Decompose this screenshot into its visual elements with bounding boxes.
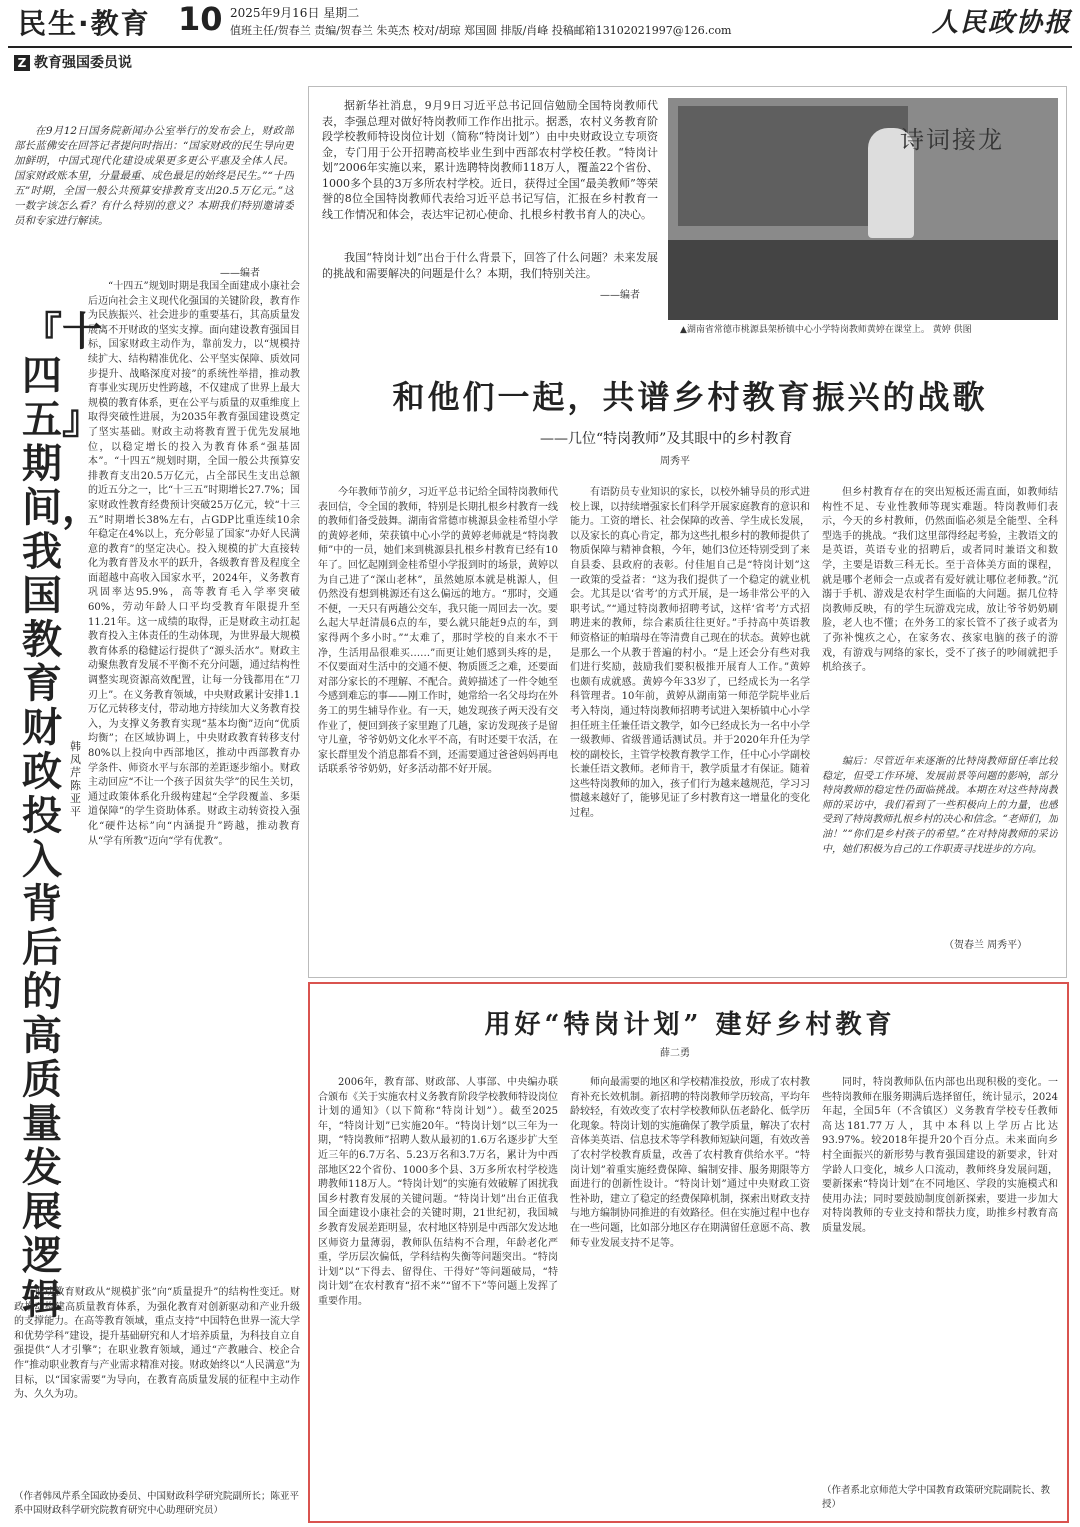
left-intro: 在9月12日国务院新闻办公室举行的发布会上，财政部部长蓝佛安在回答记者提问时指出：“国家财政的民生导向更加鲜明，中国式现代化建设成果更多更公平惠及全体人民。国家财政账本里，分量最重、成色最足的始终是民生。”“十四五”时期，全国一般公共预算安排教育支出20.5万亿元。”这一数字该怎么看？有什么特别的意义？本期我们特别邀请委员和专家进行解读。 — [14, 125, 294, 227]
feature-signature: （贺春兰 周秀平） — [944, 940, 1028, 951]
left-authors: 韩凤芹 陈亚平 — [70, 740, 81, 818]
masthead-logo: 人民政协报 — [931, 8, 1072, 38]
feature-subtitle: ——几位“特岗教师”及其眼中的乡村教育 — [540, 431, 793, 447]
section-name: 民生·教育 — [18, 7, 151, 40]
red-column-2: 师向最需要的地区和学校精准投放，形成了农村教育补充长效机制。新招聘的特岗教师学历较高，平均年龄较轻，有效改变了农村学校教师队伍老龄化、低学历化现象。特岗计划的实施确保了教学质量，解决了农村音体美英语、信息技术等学科教师短缺问题，有效改善了农村学校教育质量，改善了农村教育供给水平。“特岗计划”着重实施经费保障、编制安排、服务期限等方面进行的创新性设计。“特岗计划”通过中央财政工资性补助，建立了稳定的经费保障机制，探索出财政支持与地方编制协同推进的有效路径。但在实施过程中也存在一些问题，比如部分地区存在期满留任意愿不高、教师专业发展支持不足等。 — [570, 1077, 810, 1249]
left-author-attribution: （作者韩凤芹系全国政协委员、中国财政科学研究院副所长；陈亚平系中国财政科学研究院教育研究中心助理研究员） — [14, 1491, 300, 1516]
column-tag — [14, 52, 132, 72]
left-body-bottom: 推动教育财政从“规模扩张”向“质量提升”的结构性变迁。财政推动构建高质量教育体系，为强化教育对创新驱动和产业升级的支撑能力。在高等教育领域，重点支持“中国特色世界一流大学和优势学科”建设，提升基础研究和人才培养质量，为科技自立自强提供“人才引擎”；在职业教育领域，通过“产教融合、校企合作”推动职业教育与产业需求精准对接。财政始终以“人民满意”为目标，以“国家需要”为导向，在教育高质量发展的征程中主动作为、久久为功。 — [14, 1287, 300, 1401]
red-column-1: 2006年，教育部、财政部、人事部、中央编办联合颁布《关于实施农村义务教育阶段学校教师特设岗位计划的通知》（以下简称“特岗计划”）。截至2025年，“特岗计划”已实施20年。“特岗计划”以三年为一期，“特岗教师”招聘人数从最初的1.6万名逐步扩大至近三年的6.7万名、5.23万名和3.7万名，累计为中西部地区22个省份、1000多个县、3万多所农村学校选聘教师118万人。“特岗计划”的实施有效破解了困扰我国乡村教育发展的关键问题。“特岗计划”出台正值我国全面建设小康社会的关键时期，21世纪初，我国城乡教育发展差距明显，农村地区特别是中西部欠发达地区师资力量薄弱，教师队伍结构不合理，年龄老化严重，学历层次偏低，学科结构失衡等问题突出。“特岗计划”以“下得去、留得住、干得好”等问题破局，“特岗计划”在农村教育“招不来”“留不下”等问题上发挥了重要作用。 — [318, 1077, 558, 1307]
students-figure — [668, 240, 1058, 320]
feature-column-2: 有语防员专业知识的家长，以校外辅导员的形式进校上课，以持续增强家长们科学开展家庭教育的意识和能力。工资的增长、社会保障的改善、学生成长发展，以及家长的真心肯定，都为这些扎根乡村的教师提供了物质保障与精神食粮，今年，她们3位还特别受到了来自县委、县政府的表彰。付佳旭自己是“特岗计划”这一政策的受益者：“这为我们提供了一个稳定的就业机会。尤其是以‘省考’的方式开展，是一场非常公平的入职考试。”“通过特岗教师招聘考试，这样‘省考’方式招聘进来的教师，综合素质往往更好。”手持高中英语教师资格证的帕瑞母在等清费自己现在的状态。黄婷也就是那么一个从教于普遍的村小。“是上还会分有些对我们进行奖励，鼓励我们要积极推开展育人工作。”黄婷也颇有成就感。黄婷今年33岁了，已经成长为一名学科管理者。10年前，黄婷从湖南第一师范学院毕业后考入特岗，通过特岗教师招聘考试进入架桥镇中心小学担任班主任兼任语文教学，如今已经成长为一名中小学一级教师、省级普通话测试员。并于2020年升任为学校的副校长，主管学校教育教学工作，任中心小学副校长兼任语文教师。老师肯干，教学质量才有保证。随着这些特岗教师的加入，孩子们行为越来越规范，学习习惯越来越好了，能够见证了乡村教育这一增量化的变化过程。 — [570, 487, 810, 820]
feature-column-1: 今年教师节前夕，习近平总书记给全国特岗教师代表回信，令全国的教师，特别是长期扎根乡村教育一线的教师们备受鼓舞。湖南省常德市桃源县金桂希望小学的黄婷老师，荣获镇中心小学的黄婷老师就是“特岗教师”中的一员，她们来到桃源县扎根乡村教育已经有10年了。回忆起刚到金桂希望小学报到时的场景，黄婷以为自己进了“深山老林”，虽然她原本就是桃源人，但仍然没有想到桃源还有这么偏远的地方。“那时，交通不便，一天只有两趟公交车，我只能一周回去一次。要么起大早赶清晨6点的车，要么就只能赶9点的车，到家得两个多小时。”“太难了，那时学校的自来水不干净，生活用品很难买……”而更让她们感到头疼的是，不仅要面对生活中的交通不便、物质匮乏之难，还要面对部分家长的不理解、不配合。黄婷描述了一件令她至今感到难忘的事——刚工作时，她常给一名父母均在外务工的男生辅导作业。有一天，她发现孩子两天没有交作业了，便回到孩子家里跑了几趟，家访发现孩子是留守儿童，爷爷奶奶文化水平不高，有时还要干农活，在家长群里发个消息都看不到，还需要通过爸爸妈妈再电话联系爷爷奶奶，好多活动都不好开展。 — [318, 487, 558, 776]
page-number: 10 — [178, 0, 223, 38]
photo-blackboard-label: 诗词接龙 — [900, 126, 1004, 154]
header-staff: 值班主任/贺春兰 责编/贺春兰 朱英杰 校对/胡琼 郑国圆 排版/肖峰 投稿邮箱13102021997@126.com — [230, 24, 732, 37]
intro-editor: ——编者 — [220, 268, 260, 279]
left-body: “十四五”规划时期是我国全面建成小康社会后迈向社会主义现代化强国的关键阶段，教育作为民族振兴、社会进步的重要基石，其高质量发展离不开财政的坚实支撑。面向建设教育强国目标，国家财政主动作为，靠前发力，以“规模持续扩大、结构精准优化、公平坚实保障、质效同步提升、战略深度对接”的系统性举措，推动教育事业实现历史性跨越，不仅建成了世界上最大规模的教育体系，更在公平与质量的双重维度上取得突破性进展，为2035年教育强国建设奠定了坚实基础。财政主动将教育置于优先发展地位，以稳定增长的投入为教育体系“强基固本”。“十四五”规划时期，全国一般公共预算安排教育支出20.5万亿元，占全部民生支出总额的近五分之一，比“十三五”时期增长27.7%；国家财政性教育经费预计突破25万亿元，较“十三五”时期增长38%左右，占GDP比重连续10余年稳定在4%以上，充分彰显了国家“办好人民满意的教育”的坚定决心。投入规模的扩大直接转化为教育普及水平的跃升，各级教育普及程度全面超越中高收入国家水平，2024年，义务教育巩固率达95.9%，高等教育毛入学率突破60%，劳动年龄人口平均受教育年限提升至11.21年。这一成绩的取得，正是财政主动扛起教育投入主体责任的生动体现，为世界最大规模教育体系的稳健运行提供了“源头活水”。财政主动聚焦教育发展不平衡不充分问题，通过结构性调整实现资源高效配置，让每一分钱都用在“刀刃上”。在义务教育领域，中央财政累计安排1.1万亿元转移支付，带动地方持续加大义务教育投入，为支撑义务教育实现“基本均衡”迈向“优质均衡”；在区域协调上，中央财政教育转移支付80%以上投向中西部地区，推动中西部教育办学条件、师资水平与东部的差距逐步缩小。财政主动回应“不让一个孩子因贫失学”的民生关切，通过政策体系化升级构建起“全学段覆盖、多渠道保障”的学生资助体系。财政主动转资投入强化“硬件达标”向“内涵提升”跨越，推动教育从“学有所教”迈向“学有优教”。 — [88, 281, 300, 847]
photo-caption: ▲湖南省常德市桃源县架桥镇中心小学特岗教师黄婷在课堂上。 黄婷 供图 — [680, 325, 972, 335]
red-article-author: 薛二勇 — [660, 1048, 690, 1059]
feature-author: 周秀平 — [660, 456, 690, 467]
left-big-title: 『十四五』期间，我国教育财政投入背后的高质量发展逻辑 — [22, 308, 102, 1323]
feature-column-3: 但乡村教育存在的突出短板还需直面，如教师结构性不足、专业性教师等现实难题。特岗教师们表示，今天的乡村教师，仍然面临必须是全能型、全科型选手的挑战。“我们这里部得经起考验，主教语文的是英语，英语专业的招聘后，或者同时兼语文和数学，主要是语数三科无长。至于音体美方面的课程，就是哪个老师会一点或者有爱好就让哪位老师教。”沉溺于手机、游戏是农村学生面临的大问题。据几位特岗教师反映，有的学生玩游戏完成，放让爷爷奶奶刷脸，老人也不懂；在外务工的家长管不了孩子或者为了弥补愧疚之心，在家务农、孩家电脑的孩子的游戏，有游戏与网络的家长，受不了孩子的吵闹就把手机给孩子。 — [822, 487, 1058, 674]
column-tag-letter: Z — [14, 55, 30, 71]
publication-date: 2025年9月16日 星期二 — [230, 6, 360, 20]
column-tag-label: 教育强国委员说 — [34, 55, 132, 71]
feature-news-intro: 据新华社消息，9月9日习近平总书记回信勉励全国特岗教师代表，李强总理对做好特岗教师工作作出批示。据悉，农村义务教育阶段学校教师特设岗位计划（简称“特岗计划”）由中央财政设立专项资金，专门用于公开招聘高校毕业生到中西部农村学校任教。“特岗计划”2006年实施以来，累计选聘特岗教师118万人，覆盖22个省份、1000多个县的3万多所农村学校。近日，获得过全国“最美教师”等荣誉的8位全国特岗教师代表给习近平总书记写信，汇报在乡村教育一线工作情况和体会，表达牢记初心使命、扎根乡村教书育人的决心。 — [322, 99, 658, 221]
red-author-attribution: （作者系北京师范大学中国教育政策研究院副院长、教授） — [822, 1485, 1051, 1510]
feature-news-intro-2: 我国“特岗计划”出台于什么背景下，回答了什么问题？未来发展的挑战和需要解决的问题是什么？本期，我们特别关注。 — [322, 251, 658, 280]
news-intro-editor: ——编者 — [600, 290, 640, 301]
red-column-3: 同时，特岗教师队伍内部也出现积极的变化。一些特岗教师在服务期满后选择留任，统计显示，2024年起，全国5年（不含镇区）义务教育学校专任教师高达181.77万人，其中本科以上学历占比达93.97%。较2018年提升20个百分点。未来面向乡村全面振兴的新形势与教育强国建设的新要求，针对学龄人口变化，城乡人口流动，教师终身发展问题，要新探索“特岗计划”在不同地区、学段的实施模式和使用办法；同时要鼓励制度创新探索，要进一步加大对特岗教师的专业支持和帮扶力度，助推乡村教育高质量发展。 — [822, 1077, 1058, 1234]
red-article-title: 用好“特岗计划” 建好乡村教育 — [484, 1010, 896, 1040]
feature-editor-note: 编后：尽管近年来逐渐的比特岗教师留任率比较稳定，但受工作环境、发展前景等问题的影响，部分特岗教师的稳定性仍面临挑战。本期在对这些特岗教师的采访中，我们看到了一些积极向上的力量，也感受到了特岗教师扎根乡村的决心和信念。“老师们，加油！”“你们是乡村孩子的希望。”在对特岗教师的采访中，她们积极为自己的工作职责寻找进步的方向。 — [822, 756, 1058, 855]
feature-title: 和他们一起，共谱乡村教育振兴的战歌 — [392, 378, 988, 416]
